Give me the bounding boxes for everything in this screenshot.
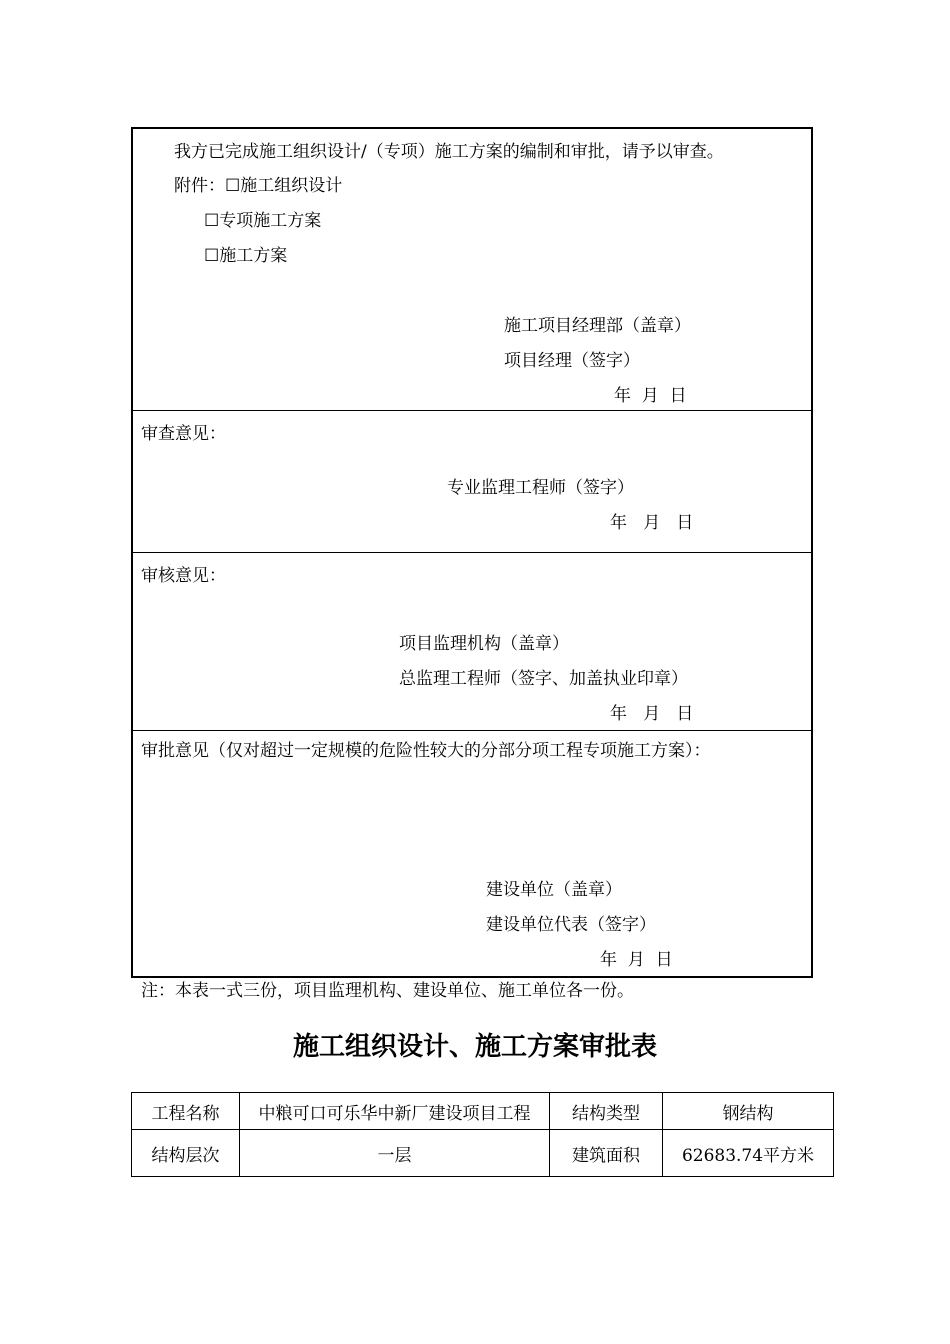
attachment-option: 专项施工方案 xyxy=(219,211,322,231)
attachment-row-1 xyxy=(174,176,342,196)
submission-date: 年 月 日 xyxy=(614,386,687,406)
table-cell: 工程名称 xyxy=(132,1093,240,1130)
approval-signer: 建设单位代表（签字） xyxy=(486,915,656,935)
approval-org-seal: 建设单位（盖章） xyxy=(486,880,622,900)
attachment-row-3 xyxy=(204,246,287,266)
audit-date: 年 月 日 xyxy=(610,704,694,724)
table-cell: 建筑面积 xyxy=(550,1130,663,1177)
project-manager-signature: 项目经理（签字） xyxy=(504,351,640,371)
review-signer: 专业监理工程师（签字） xyxy=(447,478,634,498)
table-row xyxy=(132,1130,834,1177)
section-divider xyxy=(133,552,811,553)
contractor-dept-seal: 施工项目经理部（盖章） xyxy=(504,316,691,336)
approval-label: 审批意见（仅对超过一定规模的危险性较大的分部分项工程专项施工方案）： xyxy=(141,741,711,761)
page-title: 施工组织设计、施工方案审批表 xyxy=(292,1032,657,1062)
section-divider xyxy=(133,730,811,731)
table-cell: 结构类型 xyxy=(550,1093,663,1130)
review-label: 审查意见： xyxy=(141,424,226,444)
attachment-option: 施工组织设计 xyxy=(240,176,343,196)
approval-date: 年 月 日 xyxy=(600,950,673,970)
audit-signer: 总监理工程师（签字、加盖执业印章） xyxy=(399,669,688,689)
attachment-option: 施工方案 xyxy=(219,246,288,266)
project-info-table xyxy=(131,1092,834,1177)
audit-org-seal: 项目监理机构（盖章） xyxy=(399,634,569,654)
checkbox[interactable]: ☐ xyxy=(204,211,220,231)
table-cell: 钢结构 xyxy=(663,1093,834,1130)
review-date: 年 月 日 xyxy=(610,513,694,533)
table-cell: 中粮可口可乐华中新厂建设项目工程 xyxy=(240,1093,550,1130)
audit-label: 审核意见： xyxy=(141,566,226,586)
checkbox[interactable]: ☐ xyxy=(225,176,241,196)
table-cell: 一层 xyxy=(240,1130,550,1177)
table-cell: 62683.74平方米 xyxy=(663,1130,834,1177)
footnote: 注：本表一式三份，项目监理机构、建设单位、施工单位各一份。 xyxy=(141,981,634,1001)
table-cell: 结构层次 xyxy=(132,1130,240,1177)
section-divider xyxy=(133,410,811,411)
intro-text: 我方已完成施工组织设计/（专项）施工方案的编制和审批，请予以审查。 xyxy=(174,142,724,162)
checkbox[interactable]: ☐ xyxy=(204,246,220,266)
attachment-row-2 xyxy=(204,211,321,231)
attachment-label: 附件： xyxy=(174,176,225,196)
table-row xyxy=(132,1093,834,1130)
